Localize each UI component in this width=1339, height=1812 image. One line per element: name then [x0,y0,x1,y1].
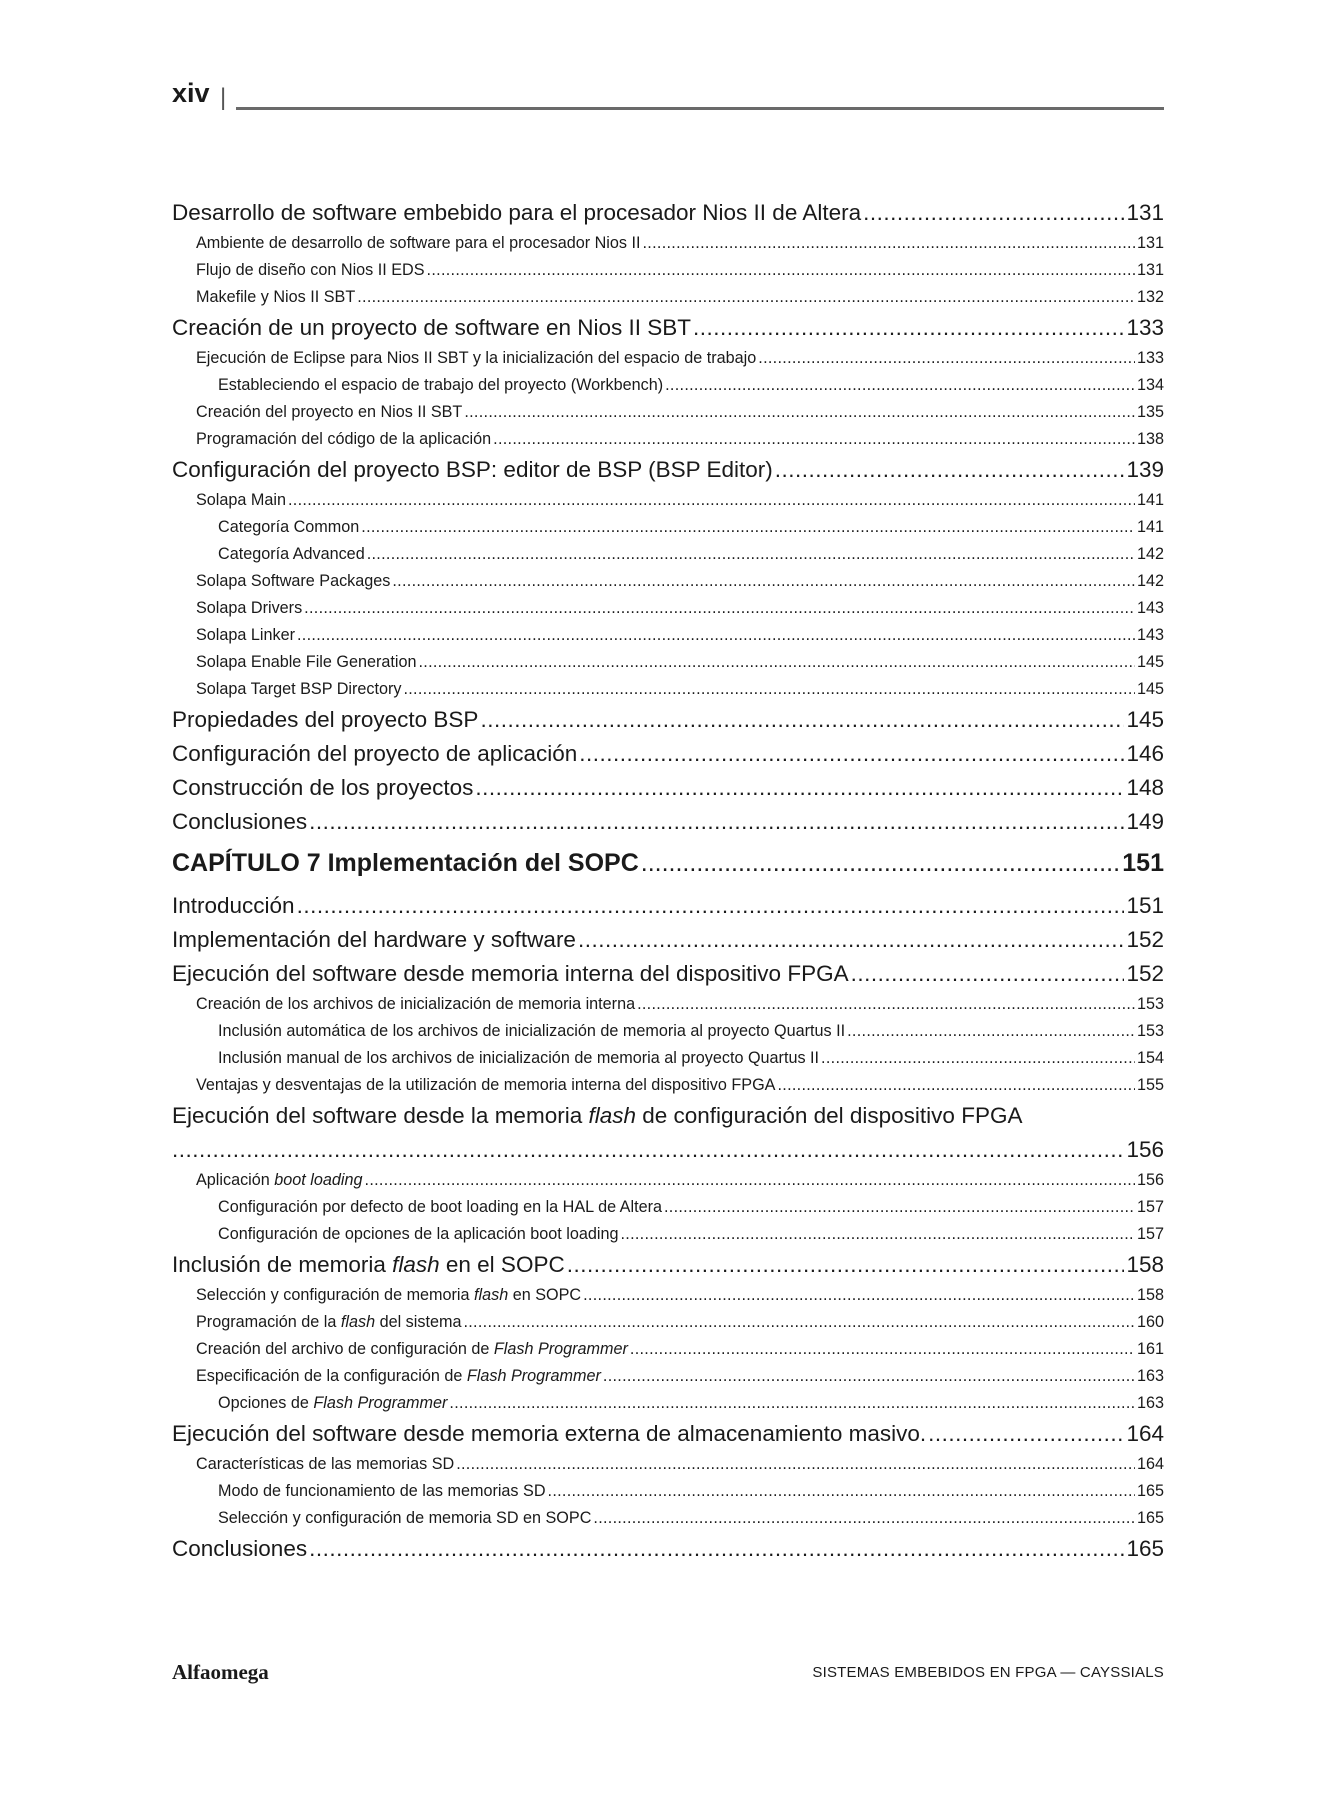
toc-leader-dots [641,845,1121,881]
toc-leader-dots [297,622,1135,649]
toc-page-number: 155 [1136,1076,1164,1094]
toc-entry[interactable] [172,1336,1164,1363]
toc-page-number: 151 [1122,849,1164,877]
toc-entry[interactable] [172,514,1164,541]
toc-entry[interactable] [172,399,1164,426]
toc-leader-dots [821,1045,1135,1072]
toc-entry[interactable] [172,372,1164,399]
toc-entry[interactable] [172,568,1164,595]
toc-entry-title: Ejecución del software desde memoria externa de almacenamiento masivo. [172,1421,927,1446]
toc-entry[interactable] [172,257,1164,284]
toc-leader-dots [643,230,1135,257]
toc-leader-dots [693,311,1124,345]
toc-entry-title: Ventajas y desventajas de la utilización de memoria interna del dispositivo FPGA [196,1076,776,1094]
publisher-name: Alfaomega [172,1660,269,1684]
toc-entry-title [196,1336,628,1363]
toc-entry-title: Ejecución del software desde memoria interna del dispositivo FPGA [172,961,849,986]
toc-leader-dots [357,284,1135,311]
toc-entry-title: Ejecución de Eclipse para Nios II SBT y la inicialización del espacio de trabajo [196,349,757,367]
toc-title-emphasis: Flash Programmer [313,1394,448,1412]
toc-leader-dots [493,426,1135,453]
toc-page-number: 145 [1136,680,1164,698]
toc-entry[interactable] [172,1451,1164,1478]
toc-page-number: 165 [1136,1509,1164,1527]
toc-leader-dots [475,771,1124,805]
toc-page-number: 160 [1136,1313,1164,1331]
toc-entry-title: Conclusiones [172,1536,308,1561]
toc-leader-dots [847,1018,1135,1045]
toc-entry-title: Inclusión automática de los archivos de inicialización de memoria al proyecto Quartus II [218,1022,846,1040]
toc-page-number: 153 [1136,1022,1164,1040]
toc-leader-dots [427,257,1135,284]
toc-page-number: 132 [1136,288,1164,306]
toc-title-emphasis: Flash Programmer [493,1340,628,1358]
toc-page-number: 143 [1136,626,1164,644]
toc-entry[interactable] [172,1072,1164,1099]
toc-entry[interactable] [172,230,1164,257]
toc-entry[interactable] [172,649,1164,676]
toc-page-number: 139 [1126,457,1164,482]
toc-entry-title: Características de las memorias SD [196,1455,455,1473]
toc-entry-title: Programación del código de la aplicación [196,430,492,448]
toc-title-emphasis: boot loading [274,1171,363,1189]
toc-page-number: 145 [1136,653,1164,671]
toc-entry[interactable] [172,426,1164,453]
toc-entry-title: CAPÍTULO 7 Implementación del SOPC [172,849,639,877]
toc-leader-dots [578,923,1125,957]
header-separator: | [220,84,227,111]
toc-leader-dots [603,1363,1135,1390]
toc-entry-title [172,1248,565,1282]
toc-entry-title: Ambiente de desarrollo de software para el procesador Nios II [196,234,641,252]
toc-leader-dots [361,514,1135,541]
toc-entry[interactable] [172,1221,1164,1248]
toc-title-text: en el SOPC [439,1252,565,1277]
toc-entry-title: Inclusión manual de los archivos de inicialización de memoria al proyecto Quartus II [218,1049,820,1067]
toc-leader-dots [418,649,1135,676]
toc-leader-dots [456,1451,1135,1478]
toc-page-number: 143 [1136,599,1164,617]
toc-entry-title: Configuración del proyecto de aplicación [172,741,578,766]
toc-page-number: 161 [1136,1340,1164,1358]
toc-leader-dots [480,703,1124,737]
toc-entry-title: Categoría Advanced [218,545,365,563]
toc-title-text: Ejecución del software desde la memoria [172,1103,589,1128]
toc-entry-title [218,1390,447,1417]
toc-page-number: 149 [1126,809,1164,834]
toc-leader-dots [851,957,1125,991]
toc-entry-title: Solapa Linker [196,626,295,644]
toc-page-number: 133 [1126,315,1164,340]
toc-leader-dots [777,1072,1135,1099]
toc-leader-dots [758,345,1135,372]
toc-leader-dots [630,1336,1135,1363]
toc-entry-title: Solapa Drivers [196,599,303,617]
toc-entry-title [196,1309,461,1336]
toc-entry-title: Flujo de diseño con Nios II EDS [196,261,425,279]
toc-entry-title: Introducción [172,893,295,918]
toc-entry[interactable] [172,345,1164,372]
toc-title-emphasis: flash [340,1313,376,1331]
book-title: SISTEMAS EMBEBIDOS EN FPGA — CAYSSIALS [812,1664,1164,1681]
toc-chapter-entry[interactable] [172,845,1164,881]
toc-title-text: Creación del archivo de configuración de [196,1340,494,1358]
toc-entry-title: Estableciendo el espacio de trabajo del proyecto (Workbench) [218,376,664,394]
toc-title-text: de configuración del dispositivo FPGA [636,1103,1023,1128]
toc-entry-title: Construcción de los proyectos [172,775,474,800]
toc-leader-dots [403,676,1135,703]
toc-page-number: 154 [1136,1049,1164,1067]
toc-page-number: 141 [1136,518,1164,536]
toc-page-number: 148 [1126,775,1164,800]
toc-entry[interactable] [172,805,1164,839]
toc-title-text: Especificación de la configuración de [196,1367,467,1385]
toc-title-text: Inclusión de memoria [172,1252,393,1277]
toc-entry[interactable] [172,1194,1164,1221]
toc-title-text: Selección y configuración de memoria [196,1286,475,1304]
toc-entry-title: Categoría Common [218,518,360,536]
toc-entry[interactable] [172,957,1164,991]
toc-entry[interactable] [172,1248,1164,1282]
toc-page-number: 131 [1136,234,1164,252]
toc-leader-dots [863,196,1124,230]
toc-page-number: 158 [1126,1252,1164,1277]
toc-leader-dots [548,1478,1135,1505]
toc-page-number: 157 [1136,1198,1164,1216]
toc-page-number: 165 [1126,1536,1164,1561]
toc-entry-title: Propiedades del proyecto BSP [172,707,479,732]
toc-entry[interactable] [172,1478,1164,1505]
toc-entry[interactable] [172,1133,1164,1167]
toc-entry[interactable] [172,1309,1164,1336]
toc-page-number: 152 [1126,927,1164,952]
toc-page-number: 163 [1136,1394,1164,1412]
toc-page-number: 133 [1136,349,1164,367]
toc-leader-dots [583,1282,1135,1309]
toc-entry[interactable] [172,1417,1164,1451]
toc-entry-title: Desarrollo de software embebido para el procesador Nios II de Altera [172,200,862,225]
toc-page-number: 163 [1136,1367,1164,1385]
toc-page-number: 145 [1126,707,1164,732]
toc-leader-dots [449,1390,1135,1417]
toc-page-number: 164 [1126,1421,1164,1446]
toc-entry[interactable] [172,541,1164,568]
toc-page-number: 165 [1136,1482,1164,1500]
toc-entry[interactable] [172,737,1164,771]
toc-title-emphasis: flash [474,1286,509,1304]
toc-entry-title: Configuración de opciones de la aplicación boot loading [218,1225,619,1243]
toc-entry[interactable] [172,676,1164,703]
toc-title-text: Aplicación [196,1171,275,1189]
toc-entry[interactable] [172,622,1164,649]
toc-leader-dots [309,805,1124,839]
toc-title-emphasis: flash [392,1252,440,1277]
toc-title-emphasis: flash [588,1103,636,1128]
toc-entry-title: Creación de los archivos de inicialización de memoria interna [196,995,636,1013]
toc-entry[interactable] [172,771,1164,805]
table-of-contents [172,196,1164,1566]
toc-entry-title [196,1282,581,1309]
toc-page-number: 138 [1136,430,1164,448]
toc-page-number: 142 [1136,545,1164,563]
toc-title-text: en SOPC [508,1286,582,1304]
toc-entry-title: Creación de un proyecto de software en Nios II SBT [172,315,692,340]
toc-leader-dots [567,1248,1125,1282]
toc-leader-dots [172,1133,1124,1167]
toc-leader-dots [463,1309,1135,1336]
toc-entry-title: Configuración por defecto de boot loading en la HAL de Altera [218,1198,662,1216]
toc-leader-dots [464,399,1135,426]
toc-entry[interactable] [172,703,1164,737]
toc-leader-dots [309,1532,1124,1566]
toc-page-number: 156 [1126,1137,1164,1162]
toc-entry[interactable] [172,1363,1164,1390]
toc-entry[interactable] [172,923,1164,957]
toc-leader-dots [664,1194,1135,1221]
toc-title-text: Opciones de [218,1394,314,1412]
toc-page-number: 131 [1126,200,1164,225]
toc-entry-title: Modo de funcionamiento de las memorias SD [218,1482,546,1500]
toc-entry[interactable] [172,1018,1164,1045]
toc-entry[interactable] [172,1532,1164,1566]
toc-entry-title: Implementación del hardware y software [172,927,576,952]
toc-leader-dots [392,568,1135,595]
toc-page-number: 164 [1136,1455,1164,1473]
toc-entry[interactable] [172,1167,1164,1194]
toc-entry-title: Solapa Target BSP Directory [196,680,402,698]
toc-page-number: 134 [1136,376,1164,394]
toc-entry-title-line [172,1099,1164,1133]
toc-entry[interactable] [172,889,1164,923]
toc-entry[interactable] [172,1282,1164,1309]
toc-entry-title: Solapa Main [196,491,286,509]
toc-page-number: 131 [1136,261,1164,279]
toc-entry[interactable] [172,1505,1164,1532]
toc-entry[interactable] [172,487,1164,514]
toc-entry-title: Solapa Software Packages [196,572,391,590]
toc-entry-title: Creación del proyecto en Nios II SBT [196,403,463,421]
toc-entry-title: Solapa Enable File Generation [196,653,417,671]
toc-title-text: Programación de la [196,1313,341,1331]
toc-entry-title [196,1363,601,1390]
page-header [172,78,1164,114]
toc-entry[interactable] [172,1045,1164,1072]
toc-leader-dots [297,889,1125,923]
toc-entry[interactable] [172,196,1164,230]
toc-entry-title [196,1167,363,1194]
toc-page-number: 153 [1136,995,1164,1013]
toc-entry[interactable] [172,595,1164,622]
toc-page-number: 141 [1136,491,1164,509]
toc-leader-dots [928,1417,1124,1451]
toc-leader-dots [304,595,1135,622]
toc-title-emphasis: Flash Programmer [466,1367,601,1385]
toc-leader-dots [665,372,1135,399]
toc-leader-dots [367,541,1135,568]
toc-page-number: 157 [1136,1225,1164,1243]
toc-page-number: 158 [1136,1286,1164,1304]
page-footer [172,1660,1164,1686]
toc-page-number: 146 [1126,741,1164,766]
toc-leader-dots [637,991,1135,1018]
toc-page-number: 151 [1126,893,1164,918]
toc-entry[interactable] [172,1390,1164,1417]
toc-entry[interactable] [172,311,1164,345]
toc-entry-title: Selección y configuración de memoria SD en SOPC [218,1509,592,1527]
toc-leader-dots [365,1167,1135,1194]
toc-leader-dots [620,1221,1135,1248]
toc-leader-dots [579,737,1124,771]
toc-entry[interactable] [172,453,1164,487]
toc-page-number: 135 [1136,403,1164,421]
toc-page-number: 156 [1136,1171,1164,1189]
toc-page-number: 152 [1126,961,1164,986]
toc-title-text: del sistema [375,1313,462,1331]
toc-leader-dots [288,487,1135,514]
toc-page-number: 142 [1136,572,1164,590]
toc-entry-title: Makefile y Nios II SBT [196,288,356,306]
toc-leader-dots [775,453,1125,487]
toc-entry-title: Configuración del proyecto BSP: editor de BSP (BSP Editor) [172,457,773,482]
toc-entry[interactable] [172,991,1164,1018]
toc-entry-title: Conclusiones [172,809,308,834]
toc-entry[interactable] [172,284,1164,311]
header-rule [236,107,1164,110]
page-number: xiv [172,78,210,108]
toc-leader-dots [593,1505,1135,1532]
